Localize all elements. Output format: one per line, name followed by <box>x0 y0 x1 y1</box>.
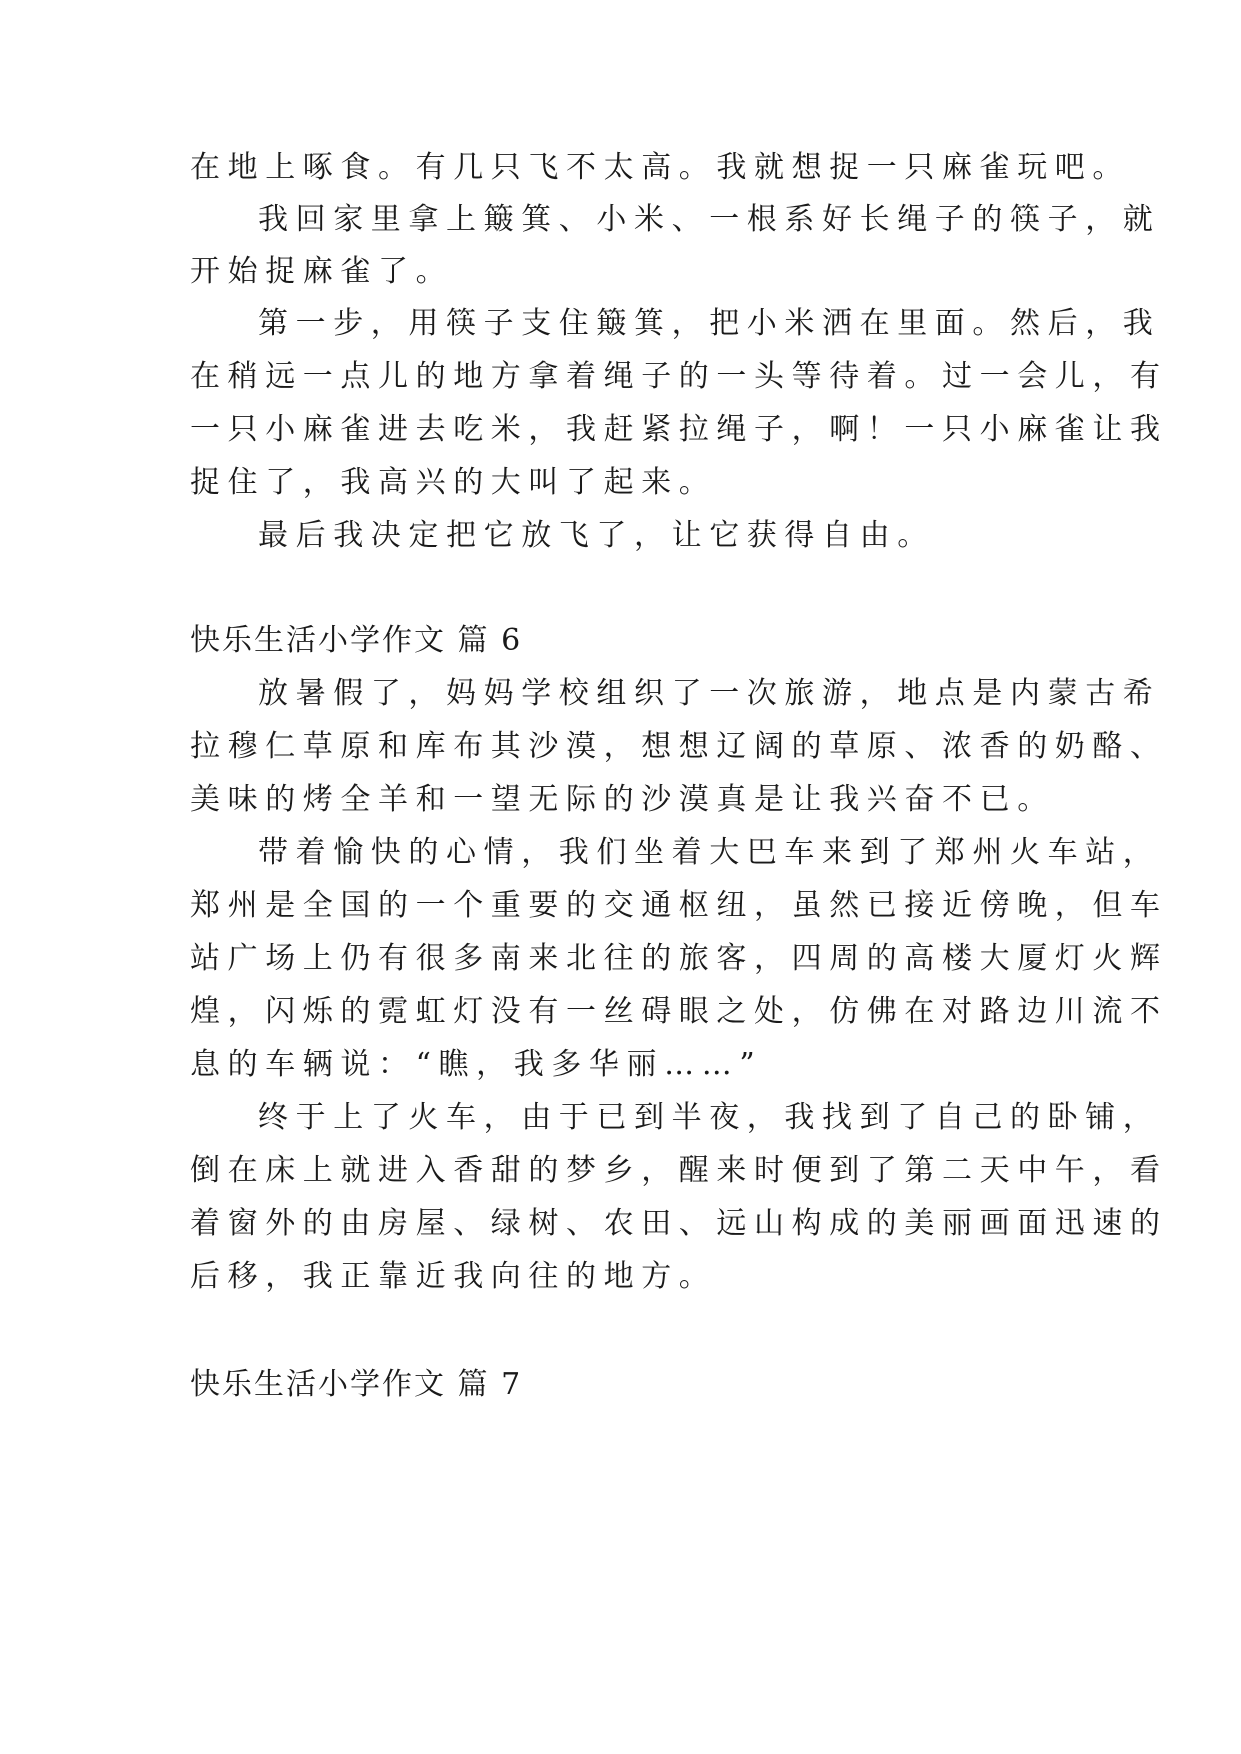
section-heading-6: 快乐生活小学作文 篇 6 <box>190 623 523 658</box>
paragraph-line: 在地上啄食。有几只飞不太高。我就想捉一只麻雀玩吧。 <box>190 150 1130 185</box>
section-heading-7: 快乐生活小学作文 篇 7 <box>190 1367 523 1402</box>
paragraph-line: 着窗外的由房屋、绿树、农田、远山构成的美丽画面迅速的 <box>190 1206 1168 1241</box>
paragraph-line: 开始捉麻雀了。 <box>190 254 454 289</box>
paragraph-line: 煌，闪烁的霓虹灯没有一丝碍眼之处，仿佛在对路边川流不 <box>190 994 1168 1029</box>
paragraph-line: 站广场上仍有很多南来北往的旅客，四周的高楼大厦灯火辉 <box>190 941 1168 976</box>
paragraph-line: 郑州是全国的一个重要的交通枢纽，虽然已接近傍晚，但车 <box>190 888 1168 923</box>
paragraph-line: 我回家里拿上簸箕、小米、一根系好长绳子的筷子，就 <box>258 202 1161 237</box>
paragraph-line: 拉穆仁草原和库布其沙漠，想想辽阔的草原、浓香的奶酪、 <box>190 729 1168 764</box>
paragraph-line: 最后我决定把它放飞了，让它获得自由。 <box>258 518 935 553</box>
paragraph-line: 终于上了火车，由于已到半夜，我找到了自己的卧铺， <box>258 1100 1161 1135</box>
paragraph-line: 一只小麻雀进去吃米，我赶紧拉绳子，啊！一只小麻雀让我 <box>190 412 1168 447</box>
paragraph-line: 捉住了，我高兴的大叫了起来。 <box>190 465 717 500</box>
paragraph-line: 倒在床上就进入香甜的梦乡，醒来时便到了第二天中午，看 <box>190 1153 1168 1188</box>
paragraph-line: 放暑假了，妈妈学校组织了一次旅游，地点是内蒙古希 <box>258 676 1161 711</box>
paragraph-line: 后移，我正靠近我向往的地方。 <box>190 1259 717 1294</box>
paragraph-line: 带着愉快的心情，我们坐着大巴车来到了郑州火车站， <box>258 835 1161 870</box>
paragraph-line: 息的车辆说：“瞧，我多华丽……” <box>190 1047 763 1082</box>
paragraph-line: 美味的烤全羊和一望无际的沙漠真是让我兴奋不已。 <box>190 782 1055 817</box>
paragraph-line: 第一步，用筷子支住簸箕，把小米洒在里面。然后，我 <box>258 306 1161 341</box>
paragraph-line: 在稍远一点儿的地方拿着绳子的一头等待着。过一会儿，有 <box>190 359 1168 394</box>
